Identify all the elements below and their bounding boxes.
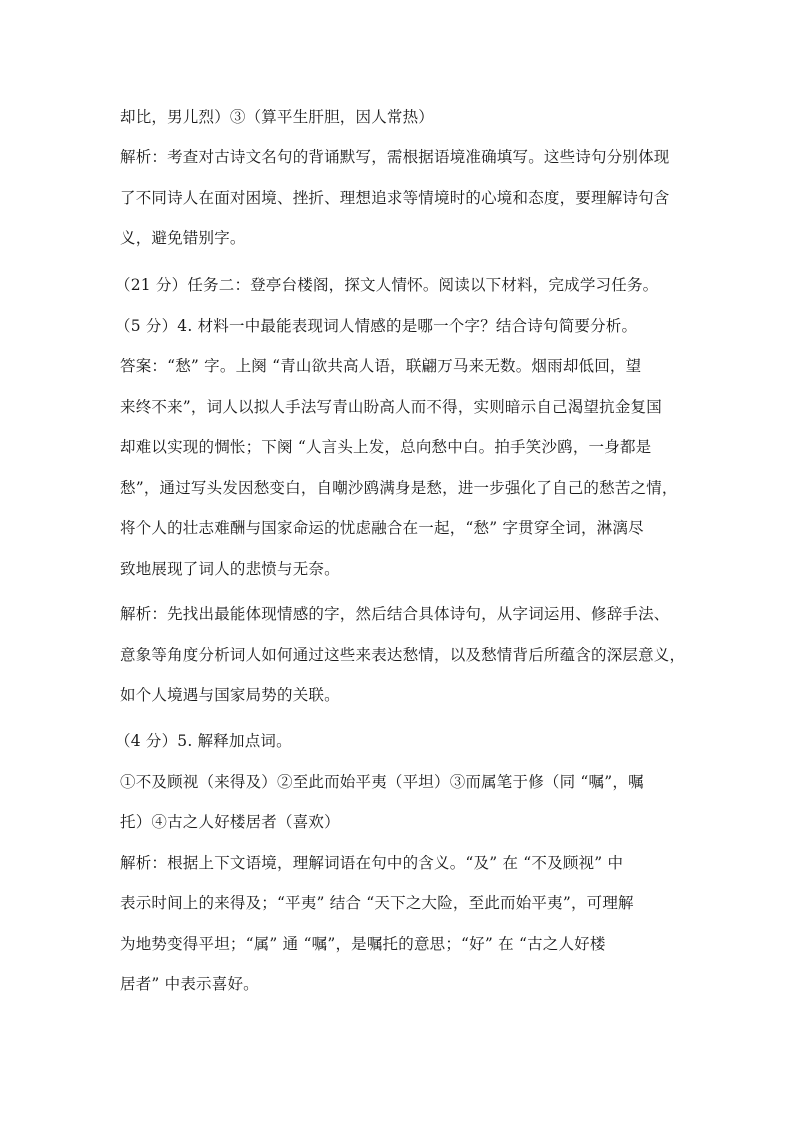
analysis-4-line-3: 如个人境遇与国家局势的关联。 <box>120 686 340 704</box>
analysis-1-line-1: 解析：考查对古诗文名句的背诵默写，需根据语境准确填写。这些诗句分别体现 <box>120 148 670 166</box>
analysis-4-line-1: 解析：先找出最能体现情感的字，然后结合具体诗句，从字词运用、修辞手法、 <box>120 605 670 623</box>
answer-5-line-1: ①不及顾视（来得及）②至此而始平夷（平坦）③而属笔于修（同 “嘱”，嘱 <box>120 773 644 791</box>
answer-4-line-5: 将个人的壮志难酬与国家命运的忧虑融合在一起，“愁” 字贯穿全词，淋漓尽 <box>120 519 644 537</box>
task-2-heading: （21 分）任务二：登亭台楼阁，探文人情怀。阅读以下材料，完成学习任务。 <box>115 276 659 294</box>
analysis-5-line-3: 为地势变得平坦；“属” 通 “嘱”，是嘱托的意思；“好” 在 “古之人好楼 <box>120 935 606 953</box>
question-4: （5 分）4. 材料一中最能表现词人情感的是哪一个字？结合诗句简要分析。 <box>115 317 638 335</box>
answer-4-line-2: 来终不来”，词人以拟人手法写青山盼高人而不得，实则暗示自己渴望抗金复国 <box>120 398 662 416</box>
answer-4-line-4: 愁”，通过写头发因愁变白，自嘲沙鸥满身是愁，进一步强化了自己的愁苦之情， <box>120 479 678 497</box>
answer-line-3-end: 却比，男儿烈）③（算平生肝胆，因人常热） <box>120 108 435 126</box>
analysis-1-line-2: 了不同诗人在面对困境、挫折、理想追求等情境时的心境和态度，要理解诗句含 <box>120 189 670 207</box>
analysis-5-line-2: 表示时间上的来得及；“平夷” 结合 “天下之大险，至此而始平夷”，可理解 <box>120 894 634 912</box>
answer-4-line-6: 致地展现了词人的悲愤与无奈。 <box>120 560 340 578</box>
answer-5-line-2: 托）④古之人好楼居者（喜欢） <box>120 813 340 831</box>
analysis-5-line-1: 解析：根据上下文语境，理解词语在句中的含义。“及” 在 “不及顾视” 中 <box>120 854 624 872</box>
answer-4-line-3: 却难以实现的惆怅；下阕 “人言头上发，总向愁中白。拍手笑沙鸥，一身都是 <box>120 438 652 456</box>
analysis-4-line-2: 意象等角度分析词人如何通过这些来表达愁情，以及愁情背后所蕴含的深层意义， <box>120 646 686 664</box>
answer-4-line-1: 答案：“愁” 字。上阕 “青山欲共高人语，联翩万马来无数。烟雨却低回，望 <box>120 357 642 375</box>
analysis-5-line-4: 居者” 中表示喜好。 <box>120 975 259 993</box>
analysis-1-line-3: 义，避免错别字。 <box>120 229 246 247</box>
question-5: （4 分）5. 解释加点词。 <box>115 732 292 750</box>
